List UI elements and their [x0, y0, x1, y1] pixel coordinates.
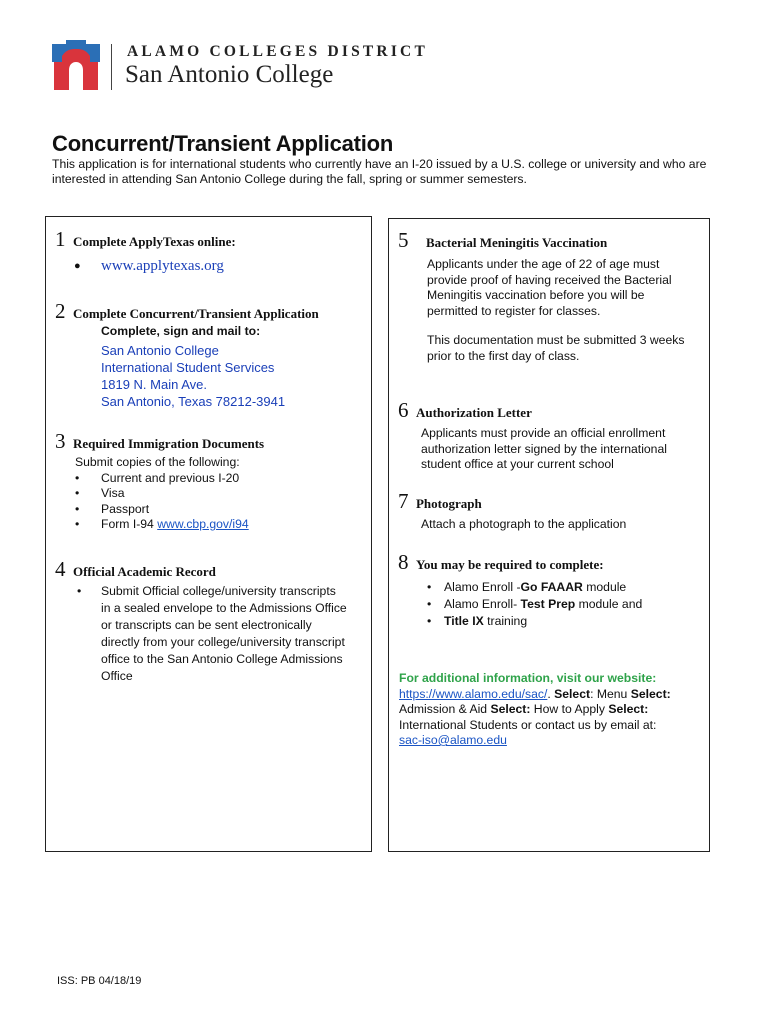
section-number: 3: [55, 429, 66, 453]
section-number: 6: [398, 398, 409, 422]
bullet-icon: •: [75, 486, 80, 500]
section-title: Complete ApplyTexas online:: [72, 234, 236, 249]
address-line: San Antonio, Texas 78212-3941: [101, 394, 286, 409]
more-info-block: For additional information, visit our website: https://www.alamo.edu/sac/. Select: Menu Select: Admission & Aid Select: How to Apply Select: International Students or contact us by email at: sac-iso@alamo.edu: [399, 671, 704, 749]
bullet-icon: •: [75, 470, 80, 485]
list-item: • Alamo Enroll -Go FAAAR module: [427, 580, 627, 594]
bullet-icon: •: [75, 501, 80, 516]
section-number: 4: [55, 557, 66, 581]
footer-code: ISS: PB 04/18/19: [57, 975, 142, 987]
mailing-address: [101, 342, 285, 410]
academic-record-item: • Submit Official college/university transcripts in a sealed envelope to the Admissions Office or transcripts can be sent electronically directly from your college/university transcript office to the San Antonio College Admissions Office: [77, 584, 347, 683]
section-6: [398, 398, 532, 423]
list-item: • Passport: [75, 501, 150, 516]
section-title: Official Academic Record: [72, 564, 216, 579]
section-title: Bacterial Meningitis Vaccination: [425, 235, 608, 250]
bullet-icon: •: [75, 517, 80, 531]
documents-intro: Submit copies of the following:: [75, 455, 240, 469]
email-link[interactable]: sac-iso@alamo.edu: [399, 733, 507, 747]
left-steps-box: [45, 216, 372, 852]
section-title: Complete Concurrent/Transient Application: [72, 306, 319, 321]
bullet-icon: •: [77, 584, 82, 598]
section-1: [55, 227, 236, 252]
requirements-list: [419, 579, 709, 630]
section-number: 7: [398, 489, 409, 513]
section-title: Required Immigration Documents: [72, 436, 265, 451]
section-2: [55, 299, 319, 324]
photograph-text: Attach a photograph to the application: [421, 517, 627, 531]
list-item: • Title IX training: [427, 614, 528, 628]
intro-text: This application is for international students who currently have an I-20 issued by a U.S. college or university and who are interested in attending San Antonio College during the fall, spring or summer semesters.: [52, 157, 707, 186]
section-7: [398, 489, 482, 514]
address-line: 1819 N. Main Ave.: [101, 377, 207, 392]
district-name: ALAMO COLLEGES DISTRICT: [127, 43, 428, 60]
section-number: 2: [55, 299, 66, 323]
section-3: [55, 429, 264, 454]
section-number: 1: [55, 227, 66, 251]
more-info-heading: For additional information, visit our website:: [399, 671, 657, 685]
bullet-icon: •: [427, 614, 432, 628]
college-name: San Antonio College: [125, 61, 334, 88]
mail-instruction: Complete, sign and mail to:: [101, 324, 261, 338]
list-item: • Form I-94 www.cbp.gov/i94: [75, 517, 249, 531]
section-title: Photograph: [415, 496, 482, 511]
bullet-icon: ●: [74, 260, 81, 272]
list-item: • Visa: [75, 486, 125, 500]
section-title: You may be required to complete:: [415, 557, 604, 572]
sac-website-link[interactable]: https://www.alamo.edu/sac/: [399, 686, 548, 701]
section-5: [398, 228, 607, 253]
section-4: [55, 557, 216, 582]
section-number: 5: [398, 228, 409, 252]
authorization-text: Applicants must provide an official enrollment authorization letter signed by the international student office at your current school: [421, 426, 667, 471]
i94-link[interactable]: www.cbp.gov/i94: [157, 517, 249, 531]
applytexas-link[interactable]: www.applytexas.org: [101, 258, 224, 274]
bullet-icon: •: [427, 580, 432, 594]
address-line: International Student Services: [101, 360, 275, 375]
section-number: 8: [398, 550, 409, 574]
logo-divider: [111, 44, 112, 90]
page-title: Concurrent/Transient Application: [52, 131, 394, 156]
right-steps-box: [388, 218, 710, 852]
list-item: • Current and previous I-20: [75, 470, 240, 485]
section-title: Authorization Letter: [415, 405, 532, 420]
section-8: [398, 550, 604, 575]
documents-list: [75, 455, 365, 533]
applytexas-item: [74, 257, 354, 275]
address-line: San Antonio College: [101, 343, 219, 358]
alamo-logo: [52, 40, 100, 90]
meningitis-text: Applicants under the age of 22 of age must provide proof of having received the Bacterial Meningitis vaccination before you will be permitted to register for classes. This documentation must be submitted 3 weeks prior to the first day of class.: [427, 257, 685, 363]
list-item: • Alamo Enroll- Test Prep module and: [427, 597, 643, 611]
bullet-icon: •: [427, 597, 432, 611]
